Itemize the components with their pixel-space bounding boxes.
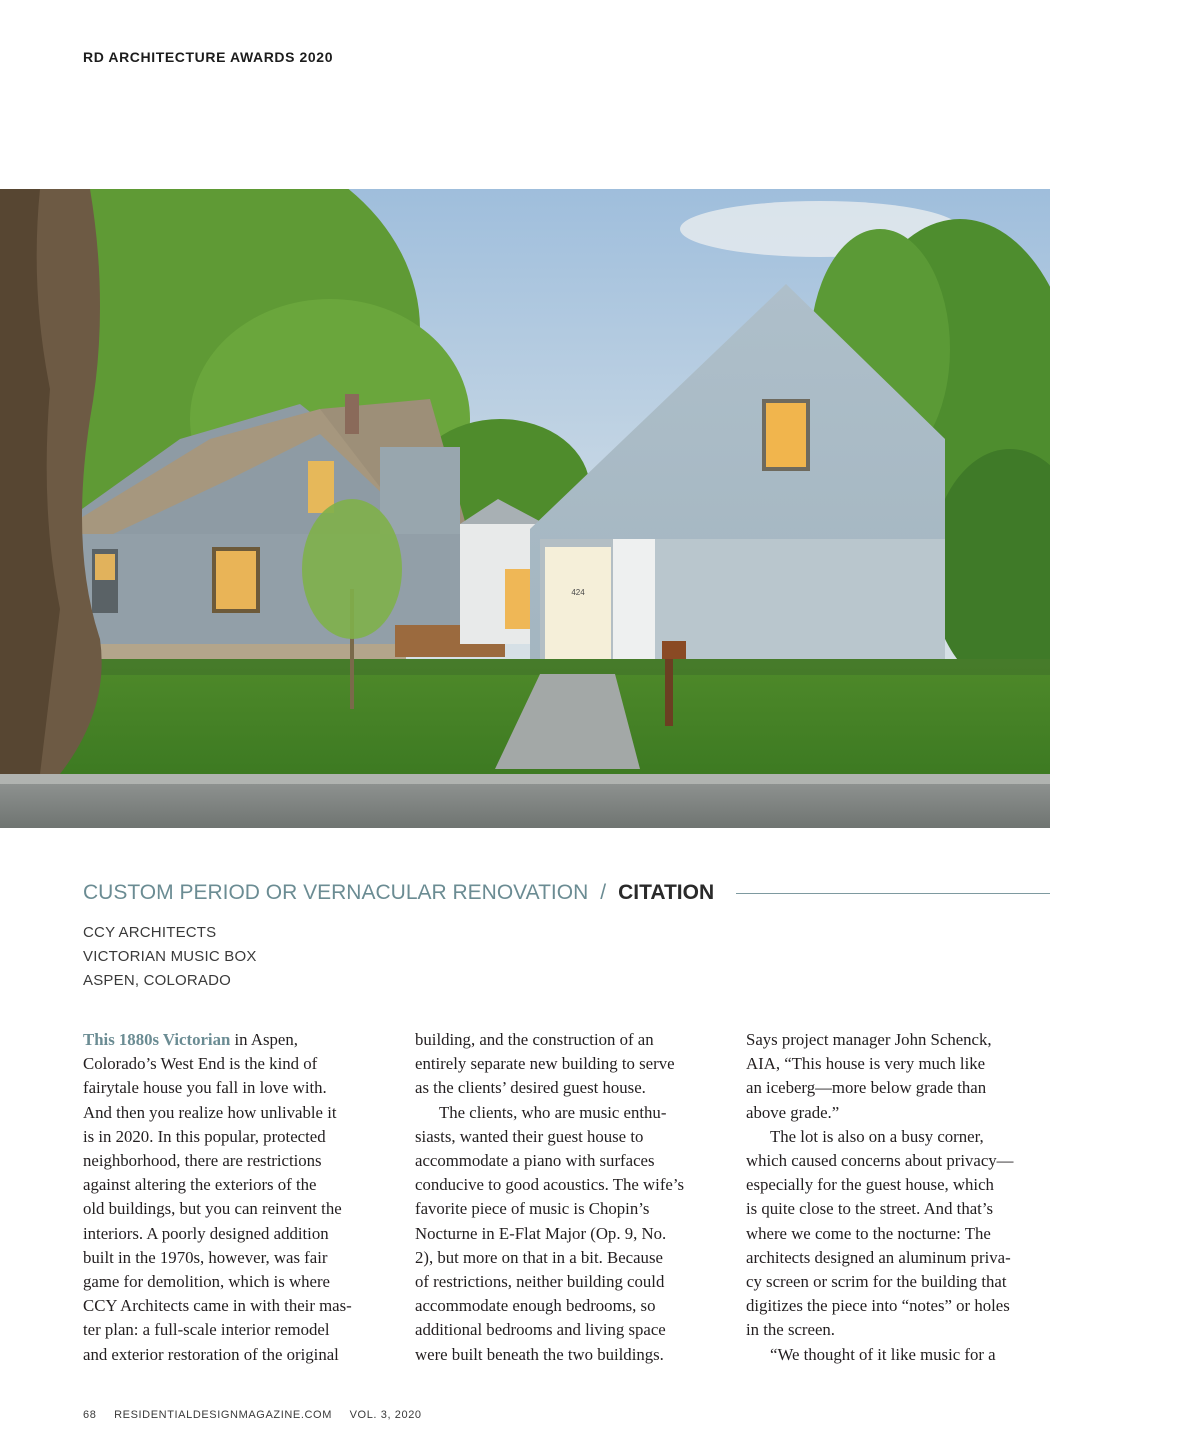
body-line: is in 2020. In this popular, protected — [83, 1126, 326, 1146]
body-line: building, and the construction of an — [415, 1030, 654, 1049]
body-line: especially for the guest house, which — [746, 1175, 994, 1195]
body-line: against altering the exteriors of the — [83, 1175, 317, 1195]
body-column-3 — [746, 1028, 1052, 1367]
body-line: The clients, who are music enthu- — [439, 1102, 667, 1122]
body-line: Says project manager John Schenck, — [746, 1030, 992, 1049]
body-line: in the screen. — [746, 1320, 835, 1340]
body-line: AIA, “This house is very much like — [746, 1054, 986, 1074]
body-line: conducive to good acoustics. The wife’s — [415, 1175, 685, 1195]
body-line: and exterior restoration of the original — [83, 1344, 339, 1364]
page-footer — [83, 1409, 436, 1421]
running-head: RD ARCHITECTURE AWARDS 2020 — [83, 49, 334, 65]
volume-info: VOL. 3, 2020 — [349, 1409, 422, 1421]
house-number: 424 — [571, 588, 585, 597]
body-line: neighborhood, there are restrictions — [83, 1151, 322, 1171]
body-column-1 — [83, 1028, 389, 1367]
body-line: “We thought of it like music for a — [770, 1344, 996, 1364]
project-credits — [83, 921, 257, 993]
body-line: Nocturne in E-Flat Major (Op. 9, No. — [415, 1223, 667, 1243]
body-line: This 1880s Victorian in Aspen, — [83, 1030, 298, 1049]
award-heading — [83, 878, 1050, 908]
award-level: CITATION — [618, 881, 715, 904]
body-line: game for demolition, which is where — [83, 1272, 330, 1292]
body-line: siasts, wanted their guest house to — [415, 1126, 644, 1146]
project-name: VICTORIAN MUSIC BOX — [83, 948, 257, 965]
body-line: interiors. A poorly designed addition — [83, 1223, 329, 1243]
award-separator: / — [600, 881, 607, 904]
body-line: as the clients’ desired guest house. — [415, 1078, 646, 1098]
body-line: additional bedrooms and living space — [415, 1320, 666, 1340]
body-line: CCY Architects came in with their mas- — [83, 1296, 352, 1316]
body-line: cy screen or scrim for the building that — [746, 1272, 1007, 1292]
body-line: which caused concerns about privacy— — [746, 1151, 1014, 1171]
project-photo — [0, 189, 1050, 828]
body-line: of restrictions, neither building could — [415, 1272, 665, 1292]
body-line: fairytale house you fall in love with. — [83, 1078, 327, 1098]
body-line: accommodate a piano with surfaces — [415, 1151, 655, 1171]
body-column-2 — [415, 1028, 721, 1367]
body-line: where we come to the nocturne: The — [746, 1223, 991, 1243]
body-line: is quite close to the street. And that’s — [746, 1199, 994, 1219]
award-category: CUSTOM PERIOD OR VERNACULAR RENOVATION — [83, 881, 589, 904]
magazine-website: RESIDENTIALDESIGNMAGAZINE.COM — [114, 1409, 332, 1421]
body-line: Colorado’s West End is the kind of — [83, 1054, 318, 1074]
body-line: And then you realize how unlivable it — [83, 1102, 337, 1122]
page-number: 68 — [83, 1409, 97, 1421]
heading-rule — [736, 893, 1050, 894]
body-line: above grade.” — [746, 1102, 840, 1122]
body-line: entirely separate new building to serve — [415, 1054, 675, 1074]
body-line: digitizes the piece into “notes” or holes — [746, 1296, 1010, 1316]
body-line: favorite piece of music is Chopin’s — [415, 1199, 650, 1219]
body-line: The lot is also on a busy corner, — [770, 1126, 984, 1146]
body-line: built in the 1970s, however, was fair — [83, 1247, 328, 1267]
body-line: were built beneath the two buildings. — [415, 1344, 664, 1364]
body-line: ter plan: a full-scale interior remodel — [83, 1320, 330, 1340]
body-line: an iceberg—more below grade than — [746, 1078, 987, 1098]
lead-in: This 1880s Victorian — [83, 1030, 231, 1049]
project-location: ASPEN, COLORADO — [83, 972, 232, 989]
body-line: 2), but more on that in a bit. Because — [415, 1247, 663, 1267]
body-line: old buildings, but you can reinvent the — [83, 1199, 342, 1219]
body-line: accommodate enough bedrooms, so — [415, 1296, 656, 1316]
body-line: architects designed an aluminum priva- — [746, 1247, 1011, 1267]
firm-name: CCY ARCHITECTS — [83, 924, 217, 941]
